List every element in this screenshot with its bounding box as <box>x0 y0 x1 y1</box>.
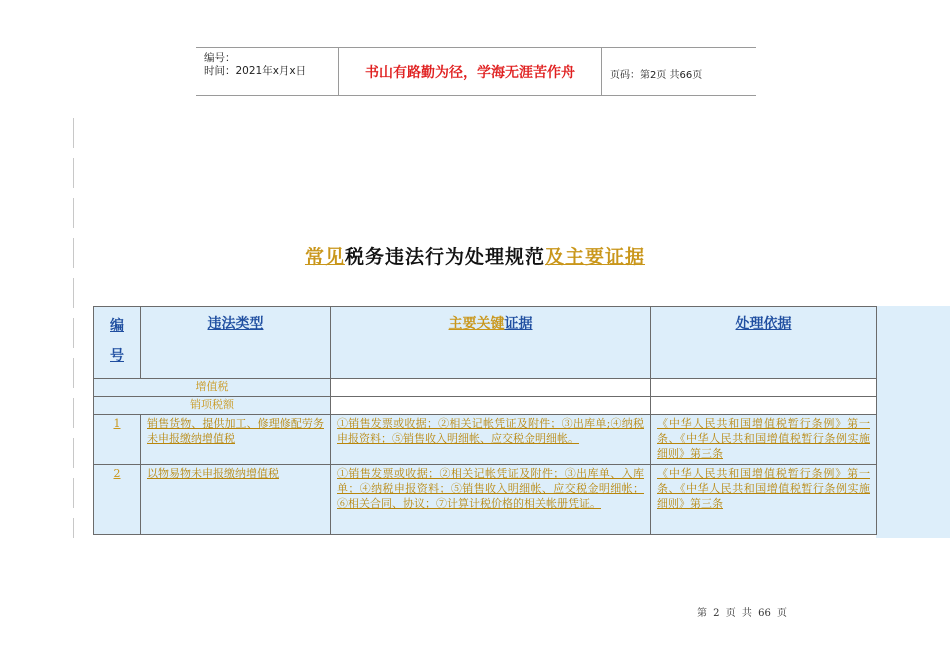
header-type <box>141 307 331 379</box>
side-shading <box>876 306 950 538</box>
title-part-3[interactable]: 及主要证据 <box>545 246 646 268</box>
title-part-1[interactable]: 常见 <box>304 246 345 268</box>
empty-cell <box>651 397 877 415</box>
header-basis <box>651 307 877 379</box>
row-number[interactable]: 2 <box>94 465 141 535</box>
empty-cell <box>331 379 651 397</box>
margin-mark <box>73 518 74 538</box>
page-title <box>0 242 950 269</box>
page-footer: 第 2 页 共 66 页 <box>697 608 787 619</box>
time-label: 时间：2021年x月x日 <box>204 65 307 77</box>
empty-cell <box>331 397 651 415</box>
violations-table <box>93 306 877 535</box>
header-meta <box>204 52 306 78</box>
margin-mark <box>73 358 74 388</box>
margin-mark <box>73 438 74 468</box>
row-evidence-text[interactable]: ①销售发票或收据；②相关记帐凭证及附件；③出库单;④纳税申报资料；⑤销售收入明细帐、应交税金明细帐。 <box>337 417 644 445</box>
header-index-line1[interactable]: 编 <box>110 318 124 334</box>
section-vat: 增值税 <box>94 379 331 397</box>
header-evidence <box>331 307 651 379</box>
margin-mark <box>73 478 74 508</box>
section-output-tax: 销项税额 <box>94 397 331 415</box>
header-index-line2[interactable]: 号 <box>110 348 124 364</box>
row-number[interactable]: 1 <box>94 415 141 465</box>
header-index <box>94 307 141 379</box>
header-evidence-link-2[interactable]: 证据 <box>504 316 533 332</box>
title-part-2: 税务违法行为处理规范 <box>344 246 545 268</box>
row-type <box>141 465 331 535</box>
section-row <box>94 397 877 415</box>
header-basis-link[interactable]: 处理依据 <box>735 316 792 332</box>
margin-mark <box>73 158 74 188</box>
header-evidence-link-1[interactable]: 主要关键 <box>448 316 505 332</box>
row-evidence <box>331 415 651 465</box>
header-page-info: 页码：第2页 共66页 <box>610 70 703 81</box>
margin-mark <box>73 198 74 228</box>
section-row <box>94 379 877 397</box>
table-row <box>94 465 877 535</box>
table-header-row <box>94 307 877 379</box>
header-slogan: 书山有路勤为径，学海无涯苦作舟 <box>338 48 602 95</box>
number-label: 编号： <box>204 52 236 64</box>
row-type-text[interactable]: 销售货物、提供加工、修理修配劳务未申报缴纳增值税 <box>147 417 324 445</box>
row-type-text[interactable]: 以物易物未申报缴纳增值税 <box>147 467 279 480</box>
table-row <box>94 415 877 465</box>
empty-cell <box>651 379 877 397</box>
row-evidence <box>331 465 651 535</box>
row-evidence-text[interactable]: ①销售发票或收据；②相关记帐凭证及附件；③出库单、入库单；④纳税申报资料；⑤销售收入明细帐、应交税金明细帐；⑥相关合同、协议；⑦计算计税价格的相关帐册凭证。 <box>337 467 644 510</box>
row-basis <box>651 415 877 465</box>
page-header <box>196 47 756 96</box>
header-type-link[interactable]: 违法类型 <box>207 316 264 332</box>
margin-mark <box>73 318 74 348</box>
row-basis-text[interactable]: 《中华人民共和国增值税暂行条例》第一条、《中华人民共和国增值税暂行条例实施细则》第三条 <box>657 417 870 460</box>
margin-mark <box>73 278 74 308</box>
row-basis <box>651 465 877 535</box>
row-basis-text[interactable]: 《中华人民共和国增值税暂行条例》第一条、《中华人民共和国增值税暂行条例实施细则》第三条 <box>657 467 870 510</box>
margin-mark <box>73 398 74 428</box>
margin-mark <box>73 118 74 148</box>
row-type <box>141 415 331 465</box>
